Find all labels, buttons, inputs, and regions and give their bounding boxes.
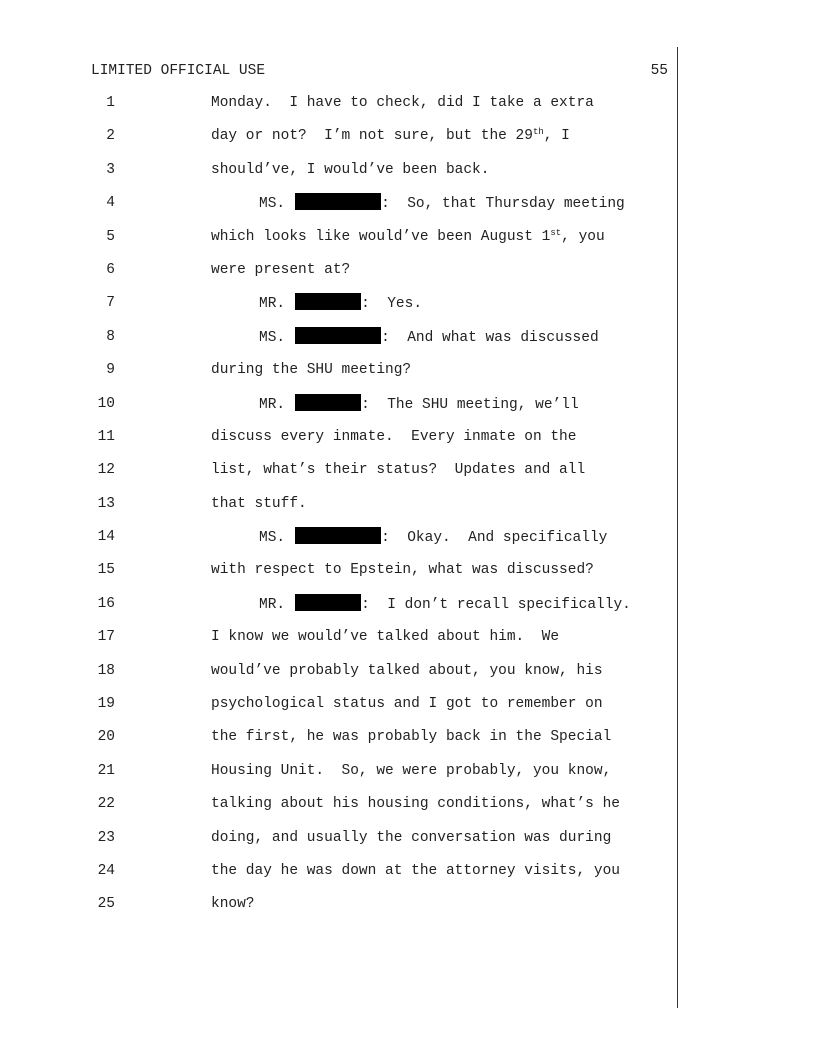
- transcript-line: [0, 828, 816, 861]
- line-text: should’ve, I would’ve been back.: [211, 161, 490, 178]
- line-text: discuss every inmate. Every inmate on the: [211, 428, 577, 445]
- transcript-line: [0, 594, 816, 627]
- line-number: 25: [97, 896, 115, 913]
- transcript-line: [0, 627, 816, 660]
- speech-text: : I don’t recall specifically.: [361, 596, 631, 613]
- transcript-line: [0, 126, 816, 159]
- speech-text: : And what was discussed: [381, 329, 599, 346]
- line-number: 20: [97, 729, 115, 746]
- line-text: would’ve probably talked about, you know, his: [211, 662, 603, 679]
- transcript-line: [0, 327, 816, 360]
- line-number: 6: [106, 261, 115, 278]
- speech-text: : So, that Thursday meeting: [381, 196, 625, 213]
- line-text: know?: [211, 896, 255, 913]
- line-number: 13: [97, 495, 115, 512]
- line-text: were present at?: [211, 261, 351, 278]
- line-text: during the SHU meeting?: [211, 362, 412, 379]
- speaker-line: [259, 193, 625, 214]
- redaction-box: [295, 293, 361, 310]
- line-number: 7: [106, 295, 115, 312]
- line-number: 4: [106, 195, 115, 212]
- transcript-line: [0, 427, 816, 460]
- speech-text: : The SHU meeting, we’ll: [361, 396, 579, 413]
- line-number: 8: [106, 328, 115, 345]
- speaker-title: MS.: [259, 329, 286, 346]
- line-number: 10: [97, 395, 115, 412]
- transcript-line: [0, 560, 816, 593]
- transcript-line: [0, 794, 816, 827]
- transcript-line: [0, 761, 816, 794]
- speaker-line: [259, 293, 422, 314]
- transcript-line: [0, 93, 816, 126]
- line-text: [211, 126, 570, 146]
- transcript-line: [0, 527, 816, 560]
- line-text: [211, 227, 605, 247]
- line-number: 21: [97, 762, 115, 779]
- transcript-line: [0, 394, 816, 427]
- transcript-body: [0, 93, 816, 928]
- line-text: I know we would’ve talked about him. We: [211, 629, 560, 646]
- speaker-line: [259, 327, 599, 348]
- line-number: 17: [97, 629, 115, 646]
- line-number: 22: [97, 796, 115, 813]
- line-text: list, what’s their status? Updates and all: [211, 462, 586, 479]
- transcript-line: [0, 861, 816, 894]
- transcript-line: [0, 661, 816, 694]
- speaker-title: MR.: [259, 396, 286, 413]
- transcript-line: [0, 260, 816, 293]
- line-number: 9: [106, 362, 115, 379]
- line-text: that stuff.: [211, 495, 307, 512]
- line-text: the day he was down at the attorney visits, you: [211, 862, 620, 879]
- line-number: 12: [97, 462, 115, 479]
- page-number: 55: [650, 63, 668, 79]
- line-number: 11: [97, 428, 115, 445]
- line-text: psychological status and I got to remember on: [211, 696, 603, 713]
- ordinal-suffix: st: [550, 227, 562, 238]
- line-number: 5: [106, 228, 115, 245]
- speaker-line: [259, 394, 579, 415]
- line-text: with respect to Epstein, what was discussed?: [211, 562, 594, 579]
- line-number: 18: [97, 662, 115, 679]
- line-text-segment: , you: [561, 228, 605, 245]
- transcript-line: [0, 460, 816, 493]
- line-number: 3: [106, 161, 115, 178]
- line-text: Monday. I have to check, did I take a extra: [211, 95, 594, 111]
- redaction-box: [295, 193, 381, 210]
- line-number: 1: [106, 95, 115, 111]
- transcript-line: [0, 193, 816, 226]
- transcript-line: [0, 894, 816, 927]
- transcript-line: [0, 227, 816, 260]
- speech-text: : Okay. And specifically: [381, 530, 608, 547]
- line-text-segment: which looks like would’ve been August 1: [211, 228, 551, 245]
- transcript-line: [0, 494, 816, 527]
- transcript-line: [0, 160, 816, 193]
- redaction-box: [295, 327, 381, 344]
- ordinal-suffix: th: [532, 127, 544, 138]
- line-text: Housing Unit. So, we were probably, you know,: [211, 762, 612, 779]
- speaker-line: [259, 527, 607, 548]
- line-number: 16: [97, 595, 115, 612]
- line-number: 2: [106, 128, 115, 145]
- transcript-line: [0, 694, 816, 727]
- speaker-title: MR.: [259, 596, 286, 613]
- classification-header: LIMITED OFFICIAL USE: [91, 63, 266, 79]
- redaction-box: [295, 394, 361, 411]
- redaction-box: [295, 594, 361, 611]
- line-text-segment: day or not? I’m not sure, but the 29: [211, 128, 533, 145]
- line-number: 15: [97, 562, 115, 579]
- speaker-title: MR.: [259, 296, 286, 313]
- line-text-segment: , I: [543, 128, 570, 145]
- transcript-line: [0, 727, 816, 760]
- speech-text: : Yes.: [361, 296, 423, 313]
- line-number: 14: [97, 529, 115, 546]
- line-text: talking about his housing conditions, what’s he: [211, 796, 620, 813]
- line-text: the first, he was probably back in the Special: [211, 729, 612, 746]
- redaction-box: [295, 527, 381, 544]
- transcript-line: [0, 360, 816, 393]
- line-text: doing, and usually the conversation was during: [211, 829, 612, 846]
- line-number: 23: [97, 829, 115, 846]
- speaker-title: MS.: [259, 530, 286, 547]
- line-number: 19: [97, 696, 115, 713]
- speaker-title: MS.: [259, 196, 286, 213]
- speaker-line: [259, 594, 631, 615]
- line-number: 24: [97, 862, 115, 879]
- transcript-line: [0, 293, 816, 326]
